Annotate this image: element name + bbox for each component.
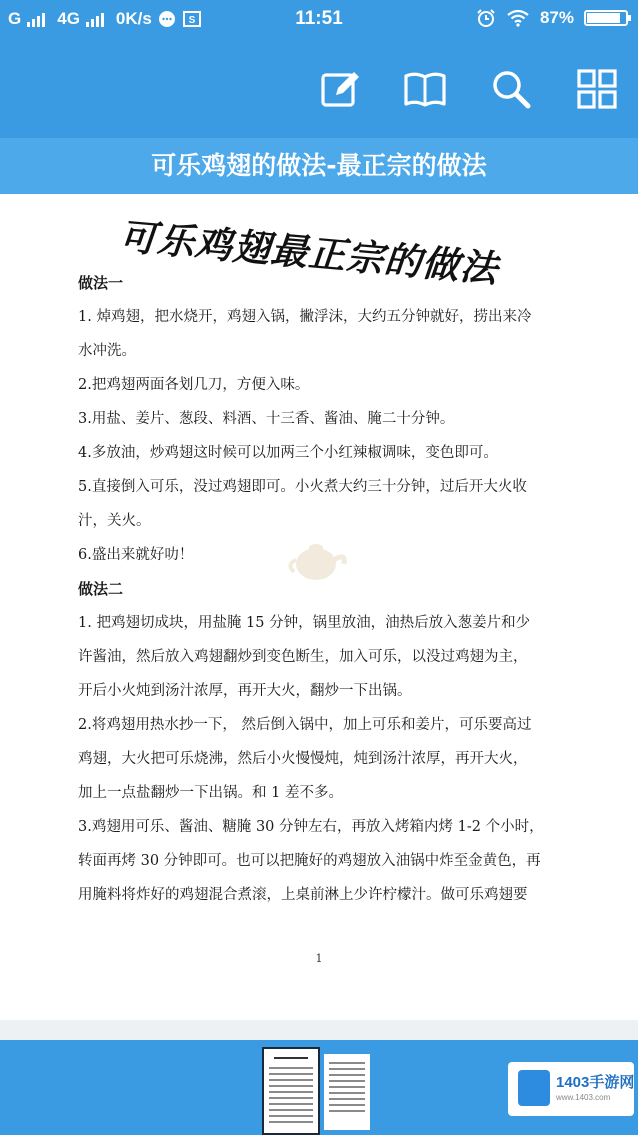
status-bar bbox=[0, 0, 638, 38]
text-line: 许酱油，然后放入鸡翅翻炒到变色断生，加入可乐，以没过鸡翅为主， bbox=[78, 649, 528, 665]
text-line: 3.用盐、姜片、葱段、料酒、十三香、酱油、腌二十分钟。 bbox=[78, 411, 455, 427]
logo-text: 1403手游网 bbox=[556, 1074, 635, 1091]
edit-icon[interactable] bbox=[318, 66, 364, 112]
text-line: 鸡翅，大火把可乐烧沸，然后小火慢慢炖，炖到汤汁浓厚，再开大火， bbox=[78, 751, 528, 767]
text-line: 水冲洗。 bbox=[78, 343, 136, 359]
document-body bbox=[78, 266, 568, 912]
network-type-label: 4G bbox=[57, 9, 80, 28]
section-heading: 做法二 bbox=[78, 580, 124, 598]
text-line: 3.鸡翅用可乐、酱油、糖腌 30 分钟左右，再放入烤箱内烤 1-2 个小时， bbox=[78, 819, 544, 835]
carrier-label: G bbox=[8, 9, 22, 28]
network-speed: 0K/s bbox=[115, 9, 152, 28]
search-icon[interactable] bbox=[488, 66, 534, 112]
wifi-icon bbox=[506, 9, 530, 27]
text-line: 开后小火炖到汤汁浓厚，再开大火，翻炒一下出锅。 bbox=[78, 683, 412, 699]
text-line: 1. 把鸡翅切成块，用盐腌 15 分钟，锅里放油，油热后放入葱姜片和少 bbox=[78, 615, 531, 631]
page-gap bbox=[0, 1020, 638, 1040]
site-logo bbox=[508, 1062, 634, 1116]
logo-url: www.1403.com bbox=[556, 1093, 611, 1102]
alarm-icon bbox=[476, 8, 496, 28]
cube-logo-icon bbox=[518, 1070, 550, 1106]
teapot-watermark-icon bbox=[286, 534, 350, 588]
text-line: 2.将鸡翅用热水抄一下， 然后倒入锅中，加上可乐和姜片，可乐要高过 bbox=[78, 717, 532, 733]
document-page[interactable] bbox=[0, 194, 638, 1020]
text-line: 6.盛出来就好叻！ bbox=[78, 547, 194, 563]
text-line: 汁，关火。 bbox=[78, 513, 151, 529]
text-line: 1. 焯鸡翅，把水烧开，鸡翅入锅，撇浮沫，大约五分钟就好，捞出来冷 bbox=[78, 309, 532, 325]
page-1-thumbnail[interactable] bbox=[262, 1047, 320, 1135]
battery-percent: 87% bbox=[539, 8, 574, 27]
reader-toolbar bbox=[0, 38, 638, 138]
section-heading: 做法一 bbox=[78, 274, 124, 292]
document-title-bar: 可乐鸡翅的做法-最正宗的做法 bbox=[0, 138, 638, 194]
grid-icon[interactable] bbox=[574, 66, 620, 112]
text-line: 加上一点盐翻炒一下出锅。和 1 差不多。 bbox=[78, 785, 343, 801]
page-2-thumbnail[interactable] bbox=[324, 1054, 370, 1130]
book-icon[interactable] bbox=[402, 66, 448, 112]
status-right bbox=[476, 8, 628, 28]
text-line: 转面再烤 30 分钟即可。也可以把腌好的鸡翅放入油锅中炸至金黄色，再 bbox=[78, 853, 541, 869]
page-thumbnail-bar bbox=[0, 1040, 638, 1135]
page-number: 1 bbox=[315, 952, 323, 965]
document-heading: 可乐鸡翅最正宗的做法 bbox=[117, 214, 500, 291]
svg-text:S: S bbox=[188, 15, 196, 26]
battery-icon bbox=[584, 10, 628, 26]
clock: 11:51 bbox=[295, 8, 343, 29]
text-line: 4.多放油，炒鸡翅这时候可以加两三个小红辣椒调味，变色即可。 bbox=[78, 445, 498, 461]
text-line: 2.把鸡翅两面各划几刀，方便入味。 bbox=[78, 377, 310, 393]
text-line: 5.直接倒入可乐，没过鸡翅即可。小火煮大约三十分钟，过后开大火收 bbox=[78, 479, 527, 495]
text-line: 用腌料将炸好的鸡翅混合煮滚，上桌前淋上少许柠檬汁。做可乐鸡翅要 bbox=[78, 887, 528, 903]
